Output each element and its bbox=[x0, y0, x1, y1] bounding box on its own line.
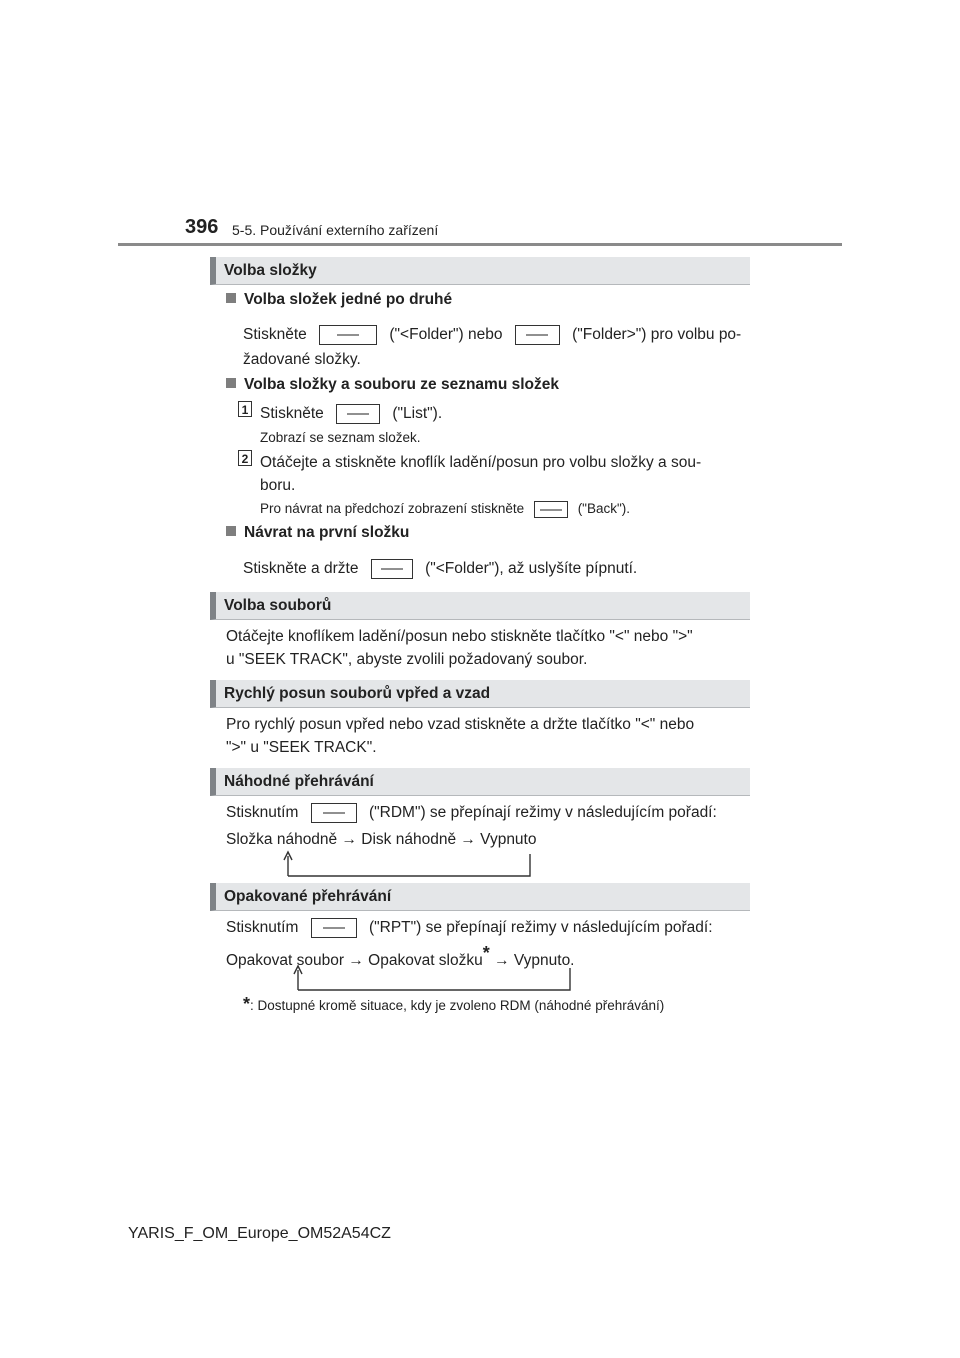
first-folder-text: Stiskněte a držte ("<Folder"), až uslyšíte pípnutí. bbox=[243, 560, 638, 577]
rpt-button-icon bbox=[311, 918, 357, 938]
step-2-line2: boru. bbox=[260, 477, 296, 494]
chapter-title: 5-5. Používání externího zařízení bbox=[232, 222, 439, 238]
step-1-text: Stiskněte ("List"). bbox=[260, 405, 443, 422]
square-bullet-icon bbox=[226, 378, 236, 388]
subheading-first-folder: Návrat na první složku bbox=[226, 524, 409, 542]
footnote: *: Dostupné kromě situace, kdy je zvoleno RDM (náhodné přehrávání) bbox=[243, 994, 665, 1014]
list-button-icon bbox=[336, 404, 380, 424]
step-1-badge: 1 bbox=[238, 401, 252, 417]
page-number: 396 bbox=[185, 216, 219, 238]
back-button-icon bbox=[534, 501, 568, 518]
folder-prev-button-icon bbox=[371, 559, 413, 579]
step-1-note: Zobrazí se seznam složek. bbox=[260, 430, 421, 445]
back-note: Pro návrat na předchozí zobrazení stiskněte ("Back"). bbox=[260, 501, 631, 517]
repeat-line1: Stisknutím ("RPT") se přepínají režimy v následujícím pořadí: bbox=[226, 919, 713, 936]
folder-prev-button-icon bbox=[319, 325, 377, 345]
files-line1: Otáčejte knoflíkem ladění/posun nebo stiskněte tlačítko "<" nebo ">" bbox=[226, 628, 693, 645]
random-line1: Stisknutím ("RDM") se přepínají režimy v následujícím pořadí: bbox=[226, 804, 717, 821]
section-title: Rychlý posun souborů vpřed a vzad bbox=[224, 685, 491, 702]
subheading-folder-one-by-one: Volba složek jedné po druhé bbox=[226, 291, 452, 309]
repeat-sequence: Opakovat soubor → Opakovat složku* → Vypnuto. bbox=[226, 943, 575, 970]
fast-line2: ">" u "SEEK TRACK". bbox=[226, 739, 377, 756]
square-bullet-icon bbox=[226, 293, 236, 303]
section-files-header bbox=[210, 592, 750, 620]
files-line2: u "SEEK TRACK", abyste zvolili požadovaný soubor. bbox=[226, 651, 588, 668]
section-repeat-header bbox=[210, 883, 750, 911]
folder-line2: žadované složky. bbox=[243, 351, 361, 368]
section-title: Opakované přehrávání bbox=[224, 888, 392, 905]
fast-line1: Pro rychlý posun vpřed nebo vzad stiskněte a držte tlačítko "<" nebo bbox=[226, 716, 695, 733]
folder-line1: Stiskněte ("<Folder") nebo ("Folder>") pro volbu po- bbox=[243, 326, 742, 343]
section-random-header bbox=[210, 768, 750, 796]
subheading-folder-list: Volba složky a souboru ze seznamu složek bbox=[226, 376, 559, 394]
square-bullet-icon bbox=[226, 526, 236, 536]
step-2-line1: Otáčejte a stiskněte knoflík ladění/posun pro volbu složky a sou- bbox=[260, 454, 702, 471]
step-2-badge: 2 bbox=[238, 450, 252, 466]
random-sequence: Složka náhodně → Disk náhodně → Vypnuto bbox=[226, 831, 537, 848]
folder-next-button-icon bbox=[515, 325, 560, 345]
random-cycle-arrow-icon bbox=[280, 848, 540, 880]
rdm-button-icon bbox=[311, 803, 357, 823]
section-title: Volba souborů bbox=[224, 597, 332, 614]
section-fast-header bbox=[210, 680, 750, 708]
section-title: Volba složky bbox=[224, 262, 317, 279]
header-rule bbox=[118, 243, 842, 246]
section-title: Náhodné přehrávání bbox=[224, 773, 374, 790]
section-folder-header bbox=[210, 257, 750, 285]
document-footer: YARIS_F_OM_Europe_OM52A54CZ bbox=[128, 1225, 391, 1242]
footnote-star: * bbox=[482, 943, 490, 963]
repeat-cycle-arrow-icon bbox=[290, 962, 580, 994]
